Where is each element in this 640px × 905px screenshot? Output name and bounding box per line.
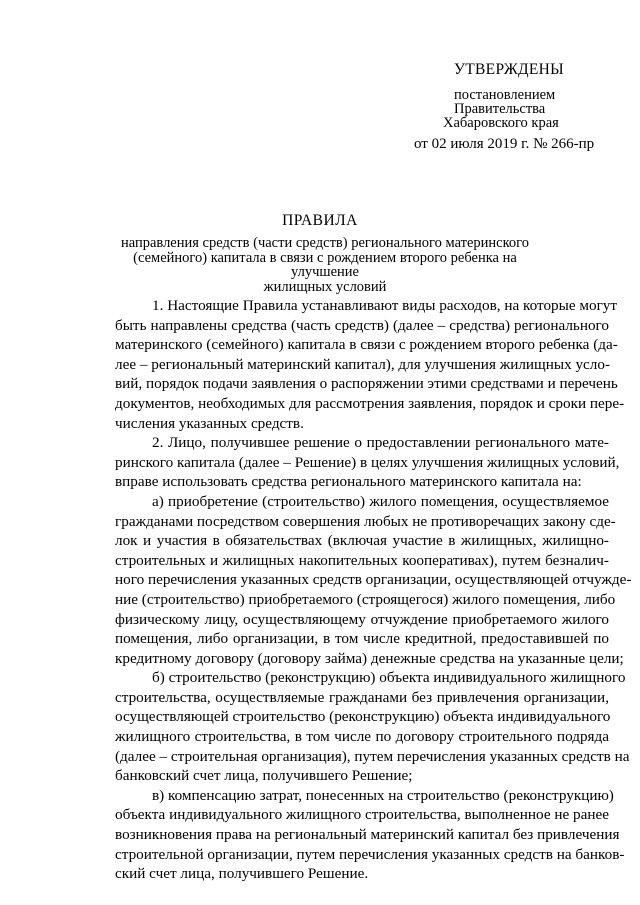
paragraph-line: лее – региональный материнский капитал), для улучшения жилищных усло- (115, 355, 611, 373)
paragraph-line: ринского капитала (далее – Решение) в целях улучшения жилищных условий, (115, 453, 620, 471)
paragraph-line: кредитному договору (договору займа) денежные средства на указанные цели; (115, 649, 624, 667)
paragraph-line: ский счет лица, получившего Решение. (115, 865, 369, 883)
subtitle-line: жилищных условий (263, 278, 387, 295)
paragraph-line: объекта индивидуального жилищного строительства, выполненное не ранее (115, 806, 609, 824)
paragraph-3 (115, 492, 632, 668)
paragraph-line: строительных и жилищных накопительных кооперативах), путем безналич- (115, 551, 609, 569)
approval-heading: УТВЕРЖДЕНЫ (454, 61, 564, 78)
paragraph-line: вий, порядок подачи заявления о распоряжении этими средствами и перечень (115, 375, 618, 393)
document-subtitle (120, 236, 530, 294)
paragraph-line: возникновения права на региональный материнский капитал без привлечения (115, 826, 620, 844)
approval-line-1: постановлением (454, 87, 556, 103)
approval-date-number: от 02 июля 2019 г. № 266-пр (414, 136, 595, 152)
approval-line-3: Хабаровского края (443, 115, 559, 131)
paragraph-line: вправе использовать средства регионального материнского капитала на: (115, 473, 582, 491)
paragraph-line: 2. Лицо, получившее решение о предоставлении регионального мате- (152, 434, 609, 452)
paragraph-line: ние (строительство) приобретаемого (строящегося) жилого помещения, либо (115, 590, 616, 608)
paragraph-2 (115, 433, 620, 492)
paragraph-line: материнского (семейного) капитала в связи с рождением второго ребенка (да- (115, 336, 618, 354)
paragraph-line: б) строительство (реконструкцию) объекта индивидуального жилищного (152, 669, 626, 687)
paragraph-line: 1. Настоящие Правила устанавливают виды расходов, на которые могут (152, 297, 618, 314)
paragraph-4 (115, 668, 630, 786)
paragraph-line: физическому лицу, осуществляющему отчуждение приобретаемого жилого (115, 610, 609, 628)
paragraph-line: в) компенсацию затрат, понесенных на строительство (реконструкцию) (152, 786, 614, 804)
document-body (115, 296, 632, 884)
paragraph-line: числения указанных средств. (115, 414, 304, 432)
subtitle-line: направления средств (части средств) регионального материнского (120, 235, 530, 251)
paragraph-line: быть направлены средства (часть средств) (далее – средства) регионального (115, 316, 609, 334)
approval-line-2: Правительства (454, 101, 546, 117)
paragraph-line: ного перечисления указанных средств организации, осуществляющей отчужде- (115, 571, 632, 589)
subtitle-line: (семейного) капитала в связи с рождением второго ребенка на улучшение (133, 249, 517, 280)
paragraph-line: строительной организации, путем перечисления указанных средств на банков- (115, 845, 625, 863)
document-title: ПРАВИЛА (282, 212, 358, 229)
paragraph-line: банковский счет лица, получившего Решение; (115, 767, 413, 785)
paragraph-line: помещения, либо организации, в том числе кредитной, предоставившей по (115, 630, 609, 648)
paragraph-1 (115, 296, 625, 433)
paragraph-line: осуществляющей строительство (реконструкцию) объекта индивидуального (115, 708, 611, 726)
paragraph-line: документов, необходимых для рассмотрения заявления, порядок и сроки пере- (115, 394, 625, 412)
paragraph-line: лок и участия в обязательствах (включая участие в жилищных, жилищно- (115, 532, 609, 550)
paragraph-5 (115, 786, 625, 884)
paragraph-line: строительства, осуществляемые гражданами без привлечения организации, (115, 688, 609, 706)
paragraph-line: а) приобретение (строительство) жилого помещения, осуществляемое (152, 492, 609, 510)
paragraph-line: гражданами посредством совершения любых не противоречащих закону сде- (115, 512, 616, 530)
paragraph-line: жилищного строительства, в том числе по договору строительного подряда (115, 728, 609, 746)
paragraph-line: (далее – строительная организация), путем перечисления указанных средств на (115, 747, 630, 765)
